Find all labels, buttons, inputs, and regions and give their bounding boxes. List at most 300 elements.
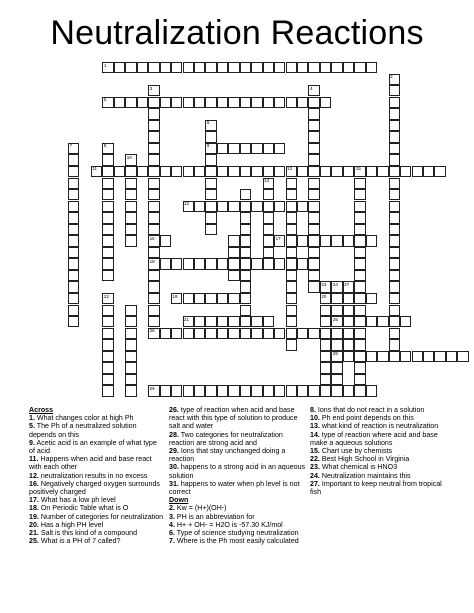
grid-cell[interactable] xyxy=(412,166,423,177)
grid-cell[interactable] xyxy=(125,235,136,246)
grid-cell[interactable] xyxy=(263,224,274,235)
grid-cell[interactable] xyxy=(343,281,354,292)
grid-cell[interactable] xyxy=(251,143,262,154)
grid-cell[interactable] xyxy=(263,328,274,339)
grid-cell[interactable] xyxy=(102,258,113,269)
grid-cell[interactable] xyxy=(308,224,319,235)
grid-cell[interactable] xyxy=(263,235,274,246)
grid-cell[interactable] xyxy=(343,293,354,304)
grid-cell[interactable] xyxy=(68,235,79,246)
grid-cell[interactable] xyxy=(171,328,182,339)
grid-cell[interactable] xyxy=(251,62,262,73)
grid-cell[interactable] xyxy=(354,281,365,292)
grid-cell[interactable] xyxy=(343,305,354,316)
grid-cell[interactable] xyxy=(183,385,194,396)
grid-cell[interactable] xyxy=(228,97,239,108)
grid-cell[interactable] xyxy=(286,270,297,281)
grid-cell[interactable] xyxy=(331,316,342,327)
grid-cell[interactable] xyxy=(389,316,400,327)
grid-cell[interactable] xyxy=(331,293,342,304)
grid-cell[interactable] xyxy=(297,97,308,108)
grid-cell[interactable] xyxy=(286,201,297,212)
grid-cell[interactable] xyxy=(240,305,251,316)
grid-cell[interactable] xyxy=(308,281,319,292)
grid-cell[interactable] xyxy=(137,97,148,108)
grid-cell[interactable] xyxy=(240,235,251,246)
grid-cell[interactable] xyxy=(320,328,331,339)
grid-cell[interactable] xyxy=(297,201,308,212)
grid-cell[interactable] xyxy=(102,154,113,165)
grid-cell[interactable] xyxy=(331,374,342,385)
grid-cell[interactable] xyxy=(183,258,194,269)
grid-cell[interactable] xyxy=(308,189,319,200)
grid-cell[interactable] xyxy=(263,258,274,269)
grid-cell[interactable] xyxy=(160,166,171,177)
grid-cell[interactable] xyxy=(354,62,365,73)
grid-cell[interactable] xyxy=(320,305,331,316)
grid-cell[interactable] xyxy=(286,281,297,292)
grid-cell[interactable] xyxy=(389,74,400,85)
grid-cell[interactable] xyxy=(331,339,342,350)
grid-cell[interactable] xyxy=(354,224,365,235)
grid-cell[interactable] xyxy=(343,328,354,339)
grid-cell[interactable] xyxy=(171,258,182,269)
grid-cell[interactable] xyxy=(308,270,319,281)
grid-cell[interactable] xyxy=(240,189,251,200)
grid-cell[interactable] xyxy=(331,235,342,246)
grid-cell[interactable] xyxy=(102,224,113,235)
grid-cell[interactable] xyxy=(148,247,159,258)
grid-cell[interactable] xyxy=(183,62,194,73)
grid-cell[interactable] xyxy=(389,166,400,177)
grid-cell[interactable] xyxy=(125,351,136,362)
grid-cell[interactable] xyxy=(102,328,113,339)
grid-cell[interactable] xyxy=(308,247,319,258)
grid-cell[interactable] xyxy=(183,201,194,212)
grid-cell[interactable] xyxy=(286,328,297,339)
grid-cell[interactable] xyxy=(125,374,136,385)
grid-cell[interactable] xyxy=(308,120,319,131)
grid-cell[interactable] xyxy=(68,166,79,177)
grid-cell[interactable] xyxy=(102,247,113,258)
grid-cell[interactable] xyxy=(194,166,205,177)
grid-cell[interactable] xyxy=(125,154,136,165)
grid-cell[interactable] xyxy=(389,339,400,350)
grid-cell[interactable] xyxy=(205,258,216,269)
grid-cell[interactable] xyxy=(354,189,365,200)
grid-cell[interactable] xyxy=(389,97,400,108)
grid-cell[interactable] xyxy=(354,178,365,189)
grid-cell[interactable] xyxy=(148,224,159,235)
grid-cell[interactable] xyxy=(240,212,251,223)
grid-cell[interactable] xyxy=(68,189,79,200)
grid-cell[interactable] xyxy=(148,85,159,96)
grid-cell[interactable] xyxy=(148,212,159,223)
grid-cell[interactable] xyxy=(263,316,274,327)
grid-cell[interactable] xyxy=(274,385,285,396)
grid-cell[interactable] xyxy=(308,328,319,339)
grid-cell[interactable] xyxy=(320,339,331,350)
grid-cell[interactable] xyxy=(297,166,308,177)
grid-cell[interactable] xyxy=(171,62,182,73)
grid-cell[interactable] xyxy=(228,62,239,73)
grid-cell[interactable] xyxy=(205,166,216,177)
grid-cell[interactable] xyxy=(148,385,159,396)
grid-cell[interactable] xyxy=(331,328,342,339)
grid-cell[interactable] xyxy=(251,385,262,396)
grid-cell[interactable] xyxy=(68,316,79,327)
grid-cell[interactable] xyxy=(228,328,239,339)
grid-cell[interactable] xyxy=(205,189,216,200)
grid-cell[interactable] xyxy=(308,143,319,154)
grid-cell[interactable] xyxy=(308,108,319,119)
grid-cell[interactable] xyxy=(148,305,159,316)
grid-cell[interactable] xyxy=(354,293,365,304)
grid-cell[interactable] xyxy=(423,351,434,362)
grid-cell[interactable] xyxy=(183,166,194,177)
grid-cell[interactable] xyxy=(366,166,377,177)
grid-cell[interactable] xyxy=(377,316,388,327)
grid-cell[interactable] xyxy=(308,166,319,177)
grid-cell[interactable] xyxy=(228,385,239,396)
grid-cell[interactable] xyxy=(240,270,251,281)
grid-cell[interactable] xyxy=(343,235,354,246)
grid-cell[interactable] xyxy=(228,201,239,212)
grid-cell[interactable] xyxy=(183,293,194,304)
grid-cell[interactable] xyxy=(68,178,79,189)
grid-cell[interactable] xyxy=(274,166,285,177)
grid-cell[interactable] xyxy=(320,362,331,373)
grid-cell[interactable] xyxy=(354,339,365,350)
grid-cell[interactable] xyxy=(251,258,262,269)
grid-cell[interactable] xyxy=(286,97,297,108)
grid-cell[interactable] xyxy=(274,143,285,154)
grid-cell[interactable] xyxy=(205,316,216,327)
grid-cell[interactable] xyxy=(354,374,365,385)
grid-cell[interactable] xyxy=(389,189,400,200)
grid-cell[interactable] xyxy=(68,305,79,316)
grid-cell[interactable] xyxy=(171,293,182,304)
grid-cell[interactable] xyxy=(308,131,319,142)
grid-cell[interactable] xyxy=(228,247,239,258)
grid-cell[interactable] xyxy=(308,235,319,246)
grid-cell[interactable] xyxy=(286,316,297,327)
grid-cell[interactable] xyxy=(354,212,365,223)
grid-cell[interactable] xyxy=(389,131,400,142)
grid-cell[interactable] xyxy=(286,339,297,350)
grid-cell[interactable] xyxy=(228,143,239,154)
grid-cell[interactable] xyxy=(457,351,468,362)
grid-cell[interactable] xyxy=(205,328,216,339)
grid-cell[interactable] xyxy=(228,166,239,177)
grid-cell[interactable] xyxy=(274,201,285,212)
grid-cell[interactable] xyxy=(320,293,331,304)
grid-cell[interactable] xyxy=(171,166,182,177)
grid-cell[interactable] xyxy=(286,258,297,269)
grid-cell[interactable] xyxy=(320,62,331,73)
grid-cell[interactable] xyxy=(240,166,251,177)
grid-cell[interactable] xyxy=(125,212,136,223)
grid-cell[interactable] xyxy=(205,143,216,154)
grid-cell[interactable] xyxy=(68,224,79,235)
grid-cell[interactable] xyxy=(389,120,400,131)
grid-cell[interactable] xyxy=(423,166,434,177)
grid-cell[interactable] xyxy=(331,166,342,177)
grid-cell[interactable] xyxy=(263,385,274,396)
grid-cell[interactable] xyxy=(205,154,216,165)
grid-cell[interactable] xyxy=(102,143,113,154)
grid-cell[interactable] xyxy=(286,235,297,246)
grid-cell[interactable] xyxy=(331,305,342,316)
grid-cell[interactable] xyxy=(389,281,400,292)
grid-cell[interactable] xyxy=(194,97,205,108)
grid-cell[interactable] xyxy=(389,85,400,96)
grid-cell[interactable] xyxy=(205,201,216,212)
grid-cell[interactable] xyxy=(286,224,297,235)
grid-cell[interactable] xyxy=(389,328,400,339)
grid-cell[interactable] xyxy=(308,62,319,73)
grid-cell[interactable] xyxy=(343,339,354,350)
grid-cell[interactable] xyxy=(389,258,400,269)
grid-cell[interactable] xyxy=(171,97,182,108)
grid-cell[interactable] xyxy=(286,166,297,177)
grid-cell[interactable] xyxy=(102,189,113,200)
grid-cell[interactable] xyxy=(366,235,377,246)
grid-cell[interactable] xyxy=(412,351,423,362)
grid-cell[interactable] xyxy=(331,362,342,373)
grid-cell[interactable] xyxy=(400,316,411,327)
grid-cell[interactable] xyxy=(320,235,331,246)
grid-cell[interactable] xyxy=(125,339,136,350)
grid-cell[interactable] xyxy=(68,258,79,269)
grid-cell[interactable] xyxy=(297,235,308,246)
grid-cell[interactable] xyxy=(308,212,319,223)
grid-cell[interactable] xyxy=(263,143,274,154)
grid-cell[interactable] xyxy=(68,281,79,292)
grid-cell[interactable] xyxy=(148,270,159,281)
grid-cell[interactable] xyxy=(240,224,251,235)
grid-cell[interactable] xyxy=(389,235,400,246)
grid-cell[interactable] xyxy=(102,374,113,385)
grid-cell[interactable] xyxy=(217,385,228,396)
grid-cell[interactable] xyxy=(308,385,319,396)
grid-cell[interactable] xyxy=(183,97,194,108)
grid-cell[interactable] xyxy=(102,62,113,73)
grid-cell[interactable] xyxy=(217,293,228,304)
grid-cell[interactable] xyxy=(274,328,285,339)
grid-cell[interactable] xyxy=(389,154,400,165)
grid-cell[interactable] xyxy=(263,62,274,73)
grid-cell[interactable] xyxy=(240,316,251,327)
grid-cell[interactable] xyxy=(286,293,297,304)
grid-cell[interactable] xyxy=(366,293,377,304)
grid-cell[interactable] xyxy=(354,247,365,258)
grid-cell[interactable] xyxy=(366,62,377,73)
grid-cell[interactable] xyxy=(263,201,274,212)
grid-cell[interactable] xyxy=(240,281,251,292)
grid-cell[interactable] xyxy=(205,62,216,73)
grid-cell[interactable] xyxy=(148,189,159,200)
grid-cell[interactable] xyxy=(125,328,136,339)
grid-cell[interactable] xyxy=(148,120,159,131)
grid-cell[interactable] xyxy=(263,97,274,108)
grid-cell[interactable] xyxy=(217,316,228,327)
grid-cell[interactable] xyxy=(68,154,79,165)
grid-cell[interactable] xyxy=(240,247,251,258)
grid-cell[interactable] xyxy=(125,189,136,200)
grid-cell[interactable] xyxy=(274,97,285,108)
grid-cell[interactable] xyxy=(102,351,113,362)
grid-cell[interactable] xyxy=(366,351,377,362)
grid-cell[interactable] xyxy=(343,351,354,362)
grid-cell[interactable] xyxy=(228,316,239,327)
grid-cell[interactable] xyxy=(102,305,113,316)
grid-cell[interactable] xyxy=(308,178,319,189)
grid-cell[interactable] xyxy=(308,201,319,212)
grid-cell[interactable] xyxy=(102,235,113,246)
grid-cell[interactable] xyxy=(68,212,79,223)
grid-cell[interactable] xyxy=(434,166,445,177)
grid-cell[interactable] xyxy=(217,328,228,339)
grid-cell[interactable] xyxy=(389,351,400,362)
grid-cell[interactable] xyxy=(228,293,239,304)
grid-cell[interactable] xyxy=(148,281,159,292)
grid-cell[interactable] xyxy=(286,178,297,189)
grid-cell[interactable] xyxy=(148,201,159,212)
grid-cell[interactable] xyxy=(320,316,331,327)
grid-cell[interactable] xyxy=(102,166,113,177)
grid-cell[interactable] xyxy=(263,247,274,258)
grid-cell[interactable] xyxy=(148,258,159,269)
grid-cell[interactable] xyxy=(343,316,354,327)
grid-cell[interactable] xyxy=(366,385,377,396)
grid-cell[interactable] xyxy=(217,258,228,269)
grid-cell[interactable] xyxy=(148,62,159,73)
grid-cell[interactable] xyxy=(148,154,159,165)
grid-cell[interactable] xyxy=(308,85,319,96)
grid-cell[interactable] xyxy=(125,362,136,373)
grid-cell[interactable] xyxy=(354,385,365,396)
grid-cell[interactable] xyxy=(286,305,297,316)
grid-cell[interactable] xyxy=(205,293,216,304)
grid-cell[interactable] xyxy=(320,97,331,108)
grid-cell[interactable] xyxy=(446,351,457,362)
grid-cell[interactable] xyxy=(343,385,354,396)
grid-cell[interactable] xyxy=(217,201,228,212)
grid-cell[interactable] xyxy=(331,62,342,73)
grid-cell[interactable] xyxy=(68,270,79,281)
grid-cell[interactable] xyxy=(354,305,365,316)
grid-cell[interactable] xyxy=(320,385,331,396)
grid-cell[interactable] xyxy=(263,166,274,177)
grid-cell[interactable] xyxy=(354,328,365,339)
grid-cell[interactable] xyxy=(114,166,125,177)
grid-cell[interactable] xyxy=(217,62,228,73)
grid-cell[interactable] xyxy=(125,201,136,212)
grid-cell[interactable] xyxy=(354,351,365,362)
grid-cell[interactable] xyxy=(354,235,365,246)
grid-cell[interactable] xyxy=(160,235,171,246)
grid-cell[interactable] xyxy=(331,281,342,292)
grid-cell[interactable] xyxy=(148,293,159,304)
grid-cell[interactable] xyxy=(377,166,388,177)
grid-cell[interactable] xyxy=(68,293,79,304)
grid-cell[interactable] xyxy=(148,143,159,154)
grid-cell[interactable] xyxy=(389,247,400,258)
grid-cell[interactable] xyxy=(102,362,113,373)
grid-cell[interactable] xyxy=(240,293,251,304)
grid-cell[interactable] xyxy=(286,385,297,396)
grid-cell[interactable] xyxy=(263,189,274,200)
grid-cell[interactable] xyxy=(137,62,148,73)
grid-cell[interactable] xyxy=(125,178,136,189)
grid-cell[interactable] xyxy=(160,258,171,269)
grid-cell[interactable] xyxy=(354,201,365,212)
grid-cell[interactable] xyxy=(251,328,262,339)
grid-cell[interactable] xyxy=(297,385,308,396)
grid-cell[interactable] xyxy=(389,201,400,212)
grid-cell[interactable] xyxy=(91,166,102,177)
grid-cell[interactable] xyxy=(240,62,251,73)
grid-cell[interactable] xyxy=(160,97,171,108)
grid-cell[interactable] xyxy=(148,316,159,327)
grid-cell[interactable] xyxy=(148,166,159,177)
grid-cell[interactable] xyxy=(114,62,125,73)
grid-cell[interactable] xyxy=(102,97,113,108)
grid-cell[interactable] xyxy=(331,351,342,362)
grid-cell[interactable] xyxy=(389,305,400,316)
grid-cell[interactable] xyxy=(183,316,194,327)
grid-cell[interactable] xyxy=(274,235,285,246)
grid-cell[interactable] xyxy=(160,62,171,73)
grid-cell[interactable] xyxy=(240,328,251,339)
grid-cell[interactable] xyxy=(148,131,159,142)
grid-cell[interactable] xyxy=(102,385,113,396)
grid-cell[interactable] xyxy=(240,258,251,269)
grid-cell[interactable] xyxy=(171,385,182,396)
grid-cell[interactable] xyxy=(400,166,411,177)
grid-cell[interactable] xyxy=(205,385,216,396)
grid-cell[interactable] xyxy=(125,166,136,177)
grid-cell[interactable] xyxy=(320,166,331,177)
grid-cell[interactable] xyxy=(68,143,79,154)
grid-cell[interactable] xyxy=(389,143,400,154)
grid-cell[interactable] xyxy=(251,97,262,108)
grid-cell[interactable] xyxy=(148,108,159,119)
grid-cell[interactable] xyxy=(251,201,262,212)
grid-cell[interactable] xyxy=(125,224,136,235)
grid-cell[interactable] xyxy=(217,97,228,108)
grid-cell[interactable] xyxy=(183,328,194,339)
grid-cell[interactable] xyxy=(194,328,205,339)
grid-cell[interactable] xyxy=(125,385,136,396)
grid-cell[interactable] xyxy=(343,166,354,177)
grid-cell[interactable] xyxy=(297,328,308,339)
grid-cell[interactable] xyxy=(102,201,113,212)
grid-cell[interactable] xyxy=(205,212,216,223)
grid-cell[interactable] xyxy=(366,316,377,327)
grid-cell[interactable] xyxy=(400,351,411,362)
grid-cell[interactable] xyxy=(125,316,136,327)
grid-cell[interactable] xyxy=(286,62,297,73)
grid-cell[interactable] xyxy=(320,351,331,362)
grid-cell[interactable] xyxy=(125,97,136,108)
grid-cell[interactable] xyxy=(194,62,205,73)
grid-cell[interactable] xyxy=(102,212,113,223)
grid-cell[interactable] xyxy=(205,97,216,108)
grid-cell[interactable] xyxy=(148,328,159,339)
grid-cell[interactable] xyxy=(125,62,136,73)
